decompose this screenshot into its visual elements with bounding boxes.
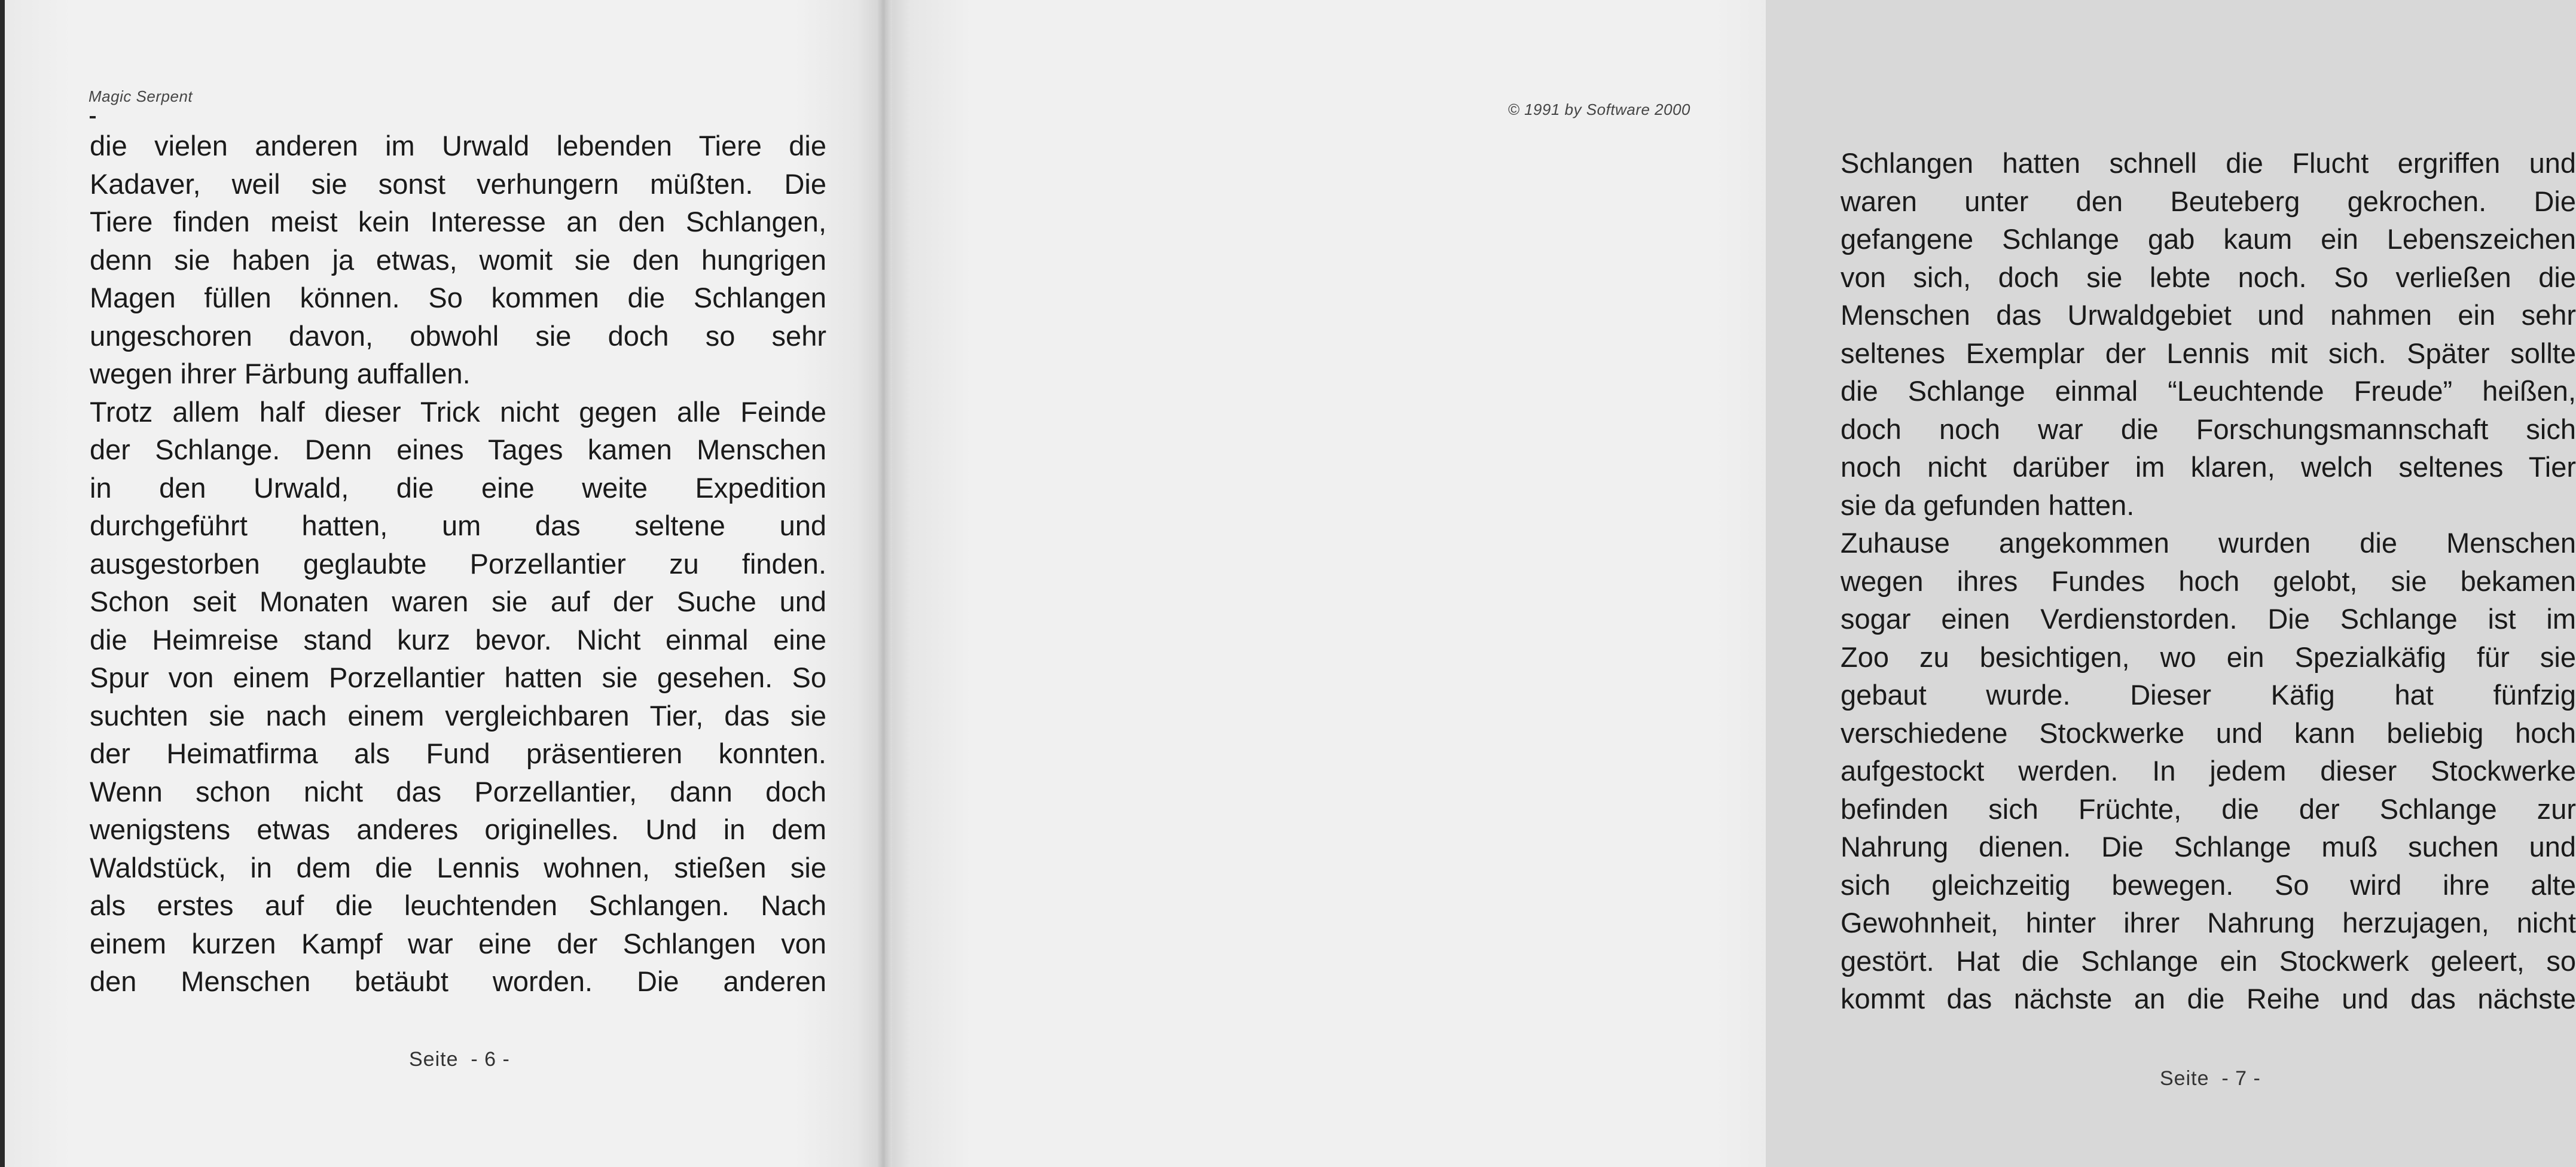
text-line: waren unter den Beuteberg gekrochen. Die [1841,185,2576,217]
page-number-right: Seite - 7 - [2160,1067,2261,1090]
text-line: die vielen anderen im Urwald lebenden Tiere die [90,130,826,162]
text-line: aufgestockt werden. In jedem dieser Stockwerke [1841,755,2576,787]
text-line: ausgestorben geglaubte Porzellantier zu finden. [90,547,826,580]
text-line: Menschen das Urwaldgebiet und nahmen ein sehr [1841,299,2576,331]
text-line: die Schlange einmal “Leuchtende Freude” heißen, [1841,375,2576,407]
running-head-right: © 1991 by Software 2000 [1507,100,1690,118]
right-page-body [1841,144,2576,1018]
text-line: gestört. Hat die Schlange ein Stockwerk geleert, so [1841,944,2576,977]
text-line: Kadaver, weil sie sonst verhungern müßten. Die [90,167,826,200]
text-line: wegen ihrer Färbung auffallen. [90,358,471,389]
left-page [0,0,884,1167]
text-line: seltenes Exemplar der Lennis mit sich. Später sollte [1841,337,2576,369]
text-line: kommt das nächste an die Reihe und das nächste [1841,983,2576,1014]
text-line: Trotz allem half dieser Trick nicht gegen alle Feinde [90,395,826,428]
text-line: suchten sie nach einem vergleichbaren Tier, das sie [90,699,826,732]
page-edge-shadow [0,0,5,1167]
printed-dash-mark [90,116,96,118]
text-line: Waldstück, in dem die Lennis wohnen, stießen sie [90,851,826,883]
text-line: einem kurzen Kampf war eine der Schlangen von [90,927,826,959]
text-line: ungeschoren davon, obwohl sie doch so sehr [90,319,826,352]
text-line: sie da gefunden hatten. [1841,489,2135,521]
text-line: die Heimreise stand kurz bevor. Nicht einmal eine [90,623,826,656]
text-line: doch noch war die Forschungsmannschaft sich [1841,413,2576,445]
text-line: durchgeführt hatten, um das seltene und [90,510,826,541]
text-line: sich gleichzeitig bewegen. So wird ihre alte [1841,869,2576,901]
text-line: Magen füllen können. So kommen die Schlangen [90,282,826,313]
text-line: gebaut wurde. Dieser Käfig hat fünfzig [1841,679,2576,711]
text-line: der Heimatfirma als Fund präsentieren konnten. [90,738,826,769]
page-number-left: Seite - 6 - [409,1048,510,1071]
text-line: der Schlange. Denn eines Tages kamen Menschen [90,434,826,465]
text-line: Tiere finden meist kein Interesse an den Schlangen, [90,206,826,237]
text-line: als erstes auf die leuchtenden Schlangen. Nach [90,889,826,921]
text-line: von sich, doch sie lebte noch. So verließen die [1841,261,2576,293]
text-line: Nahrung dienen. Die Schlange muß suchen und [1841,831,2576,863]
text-line: wegen ihres Fundes hoch gelobt, sie bekamen [1841,565,2576,597]
text-line: Spur von einem Porzellantier hatten sie gesehen. So [90,662,826,693]
running-head-left: Magic Serpent [88,87,193,105]
text-line: Gewohnheit, hinter ihrer Nahrung herzujagen, nicht [1841,907,2576,939]
text-line: Zoo zu besichtigen, wo ein Spezialkäfig für sie [1841,641,2576,673]
text-line: in den Urwald, die eine weite Expedition [90,471,826,504]
right-page [884,0,2576,1167]
book-gutter [877,0,892,1167]
text-line: sogar einen Verdienstorden. Die Schlange ist im [1841,603,2576,635]
text-line: wenigstens etwas anderes originelles. Und in dem [90,813,826,845]
text-line: Schon seit Monaten waren sie auf der Suche und [90,586,826,617]
text-line: Schlangen hatten schnell die Flucht ergriffen und [1841,147,2576,179]
left-page-body [90,127,826,1001]
text-line: den Menschen betäubt worden. Die anderen [90,965,826,997]
text-line: befinden sich Früchte, die der Schlange zur [1841,793,2576,825]
text-line: Zuhause angekommen wurden die Menschen [1841,527,2576,559]
text-line: Wenn schon nicht das Porzellantier, dann doch [90,775,826,808]
text-line: noch nicht darüber im klaren, welch seltenes Tier [1841,451,2576,483]
text-line: gefangene Schlange gab kaum ein Lebenszeichen [1841,223,2576,255]
text-line: verschiedene Stockwerke und kann beliebig hoch [1841,717,2576,749]
text-line: denn sie haben ja etwas, womit sie den hungrigen [90,243,826,276]
